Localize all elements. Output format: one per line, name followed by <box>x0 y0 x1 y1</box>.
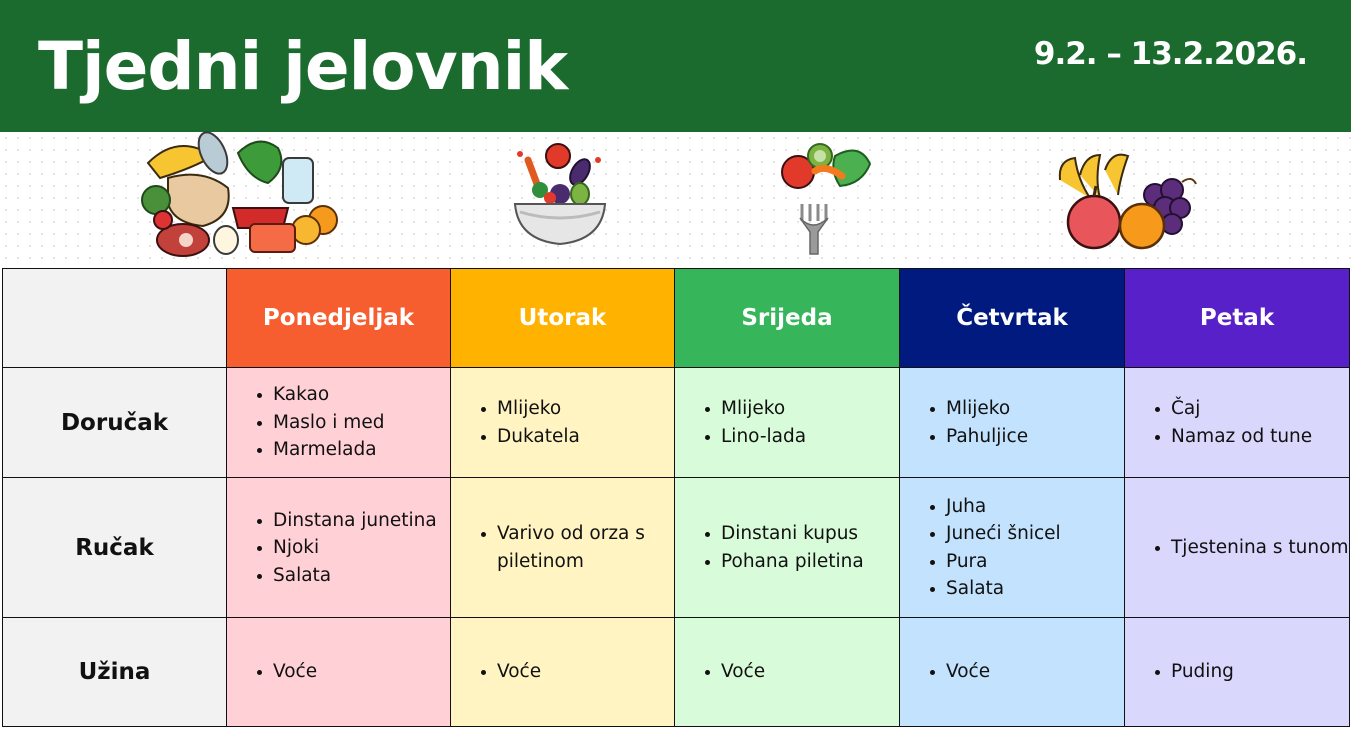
menu-cell <box>227 618 451 727</box>
menu-item: • Pohana piletina <box>721 548 899 576</box>
menu-cell <box>451 618 675 727</box>
menu-item: • Voće <box>273 658 450 686</box>
menu-cell <box>675 618 900 727</box>
day-header-utorak: Utorak <box>451 269 675 368</box>
menu-cell <box>1125 478 1350 618</box>
salad-bowl-icon <box>510 132 610 250</box>
menu-item: • Maslo i med <box>273 409 450 437</box>
menu-item: • Dinstani kupus <box>721 520 899 548</box>
menu-item: • Namaz od tune <box>1171 423 1349 451</box>
menu-cell <box>675 367 900 478</box>
menu-cell <box>900 478 1125 618</box>
meal-row-dorucak <box>3 367 1350 478</box>
menu-item: • Kakao <box>273 381 450 409</box>
menu-cell <box>1125 367 1350 478</box>
groceries-icon <box>138 128 338 258</box>
weekly-menu-table <box>2 268 1350 727</box>
meal-label: Užina <box>3 618 227 727</box>
menu-item: • Mlijeko <box>497 395 674 423</box>
date-range: 9.2. – 13.2.2026. <box>1033 36 1307 72</box>
menu-item: • Pahuljice <box>946 423 1124 451</box>
meal-label: Doručak <box>3 367 227 478</box>
menu-cell <box>900 618 1125 727</box>
fruit-basket-icon <box>1050 150 1200 256</box>
menu-item: • Juha <box>946 493 1124 521</box>
day-header-petak: Petak <box>1125 269 1350 368</box>
menu-item: • Mlijeko <box>946 395 1124 423</box>
menu-cell <box>1125 618 1350 727</box>
menu-cell <box>900 367 1125 478</box>
menu-item: • Varivo od orza s piletinom <box>497 520 674 575</box>
day-header-row <box>3 269 1350 368</box>
menu-cell <box>227 367 451 478</box>
vegetable-fork-icon <box>780 136 875 256</box>
menu-cell <box>451 478 675 618</box>
menu-item: • Tjestenina s tunom <box>1171 534 1349 562</box>
menu-item: • Čaj <box>1171 395 1349 423</box>
page-header <box>0 0 1351 132</box>
menu-item: • Marmelada <box>273 436 450 464</box>
menu-item: • Voće <box>721 658 899 686</box>
corner-cell <box>3 269 227 368</box>
menu-item: • Voće <box>497 658 674 686</box>
page-title: Tjedni jelovnik <box>38 28 568 105</box>
menu-item: • Salata <box>273 562 450 590</box>
menu-item: • Njoki <box>273 534 450 562</box>
menu-item: • Voće <box>946 658 1124 686</box>
menu-cell <box>451 367 675 478</box>
illustration-strip <box>0 132 1351 268</box>
menu-item: • Lino-lada <box>721 423 899 451</box>
menu-cell <box>675 478 900 618</box>
meal-row-rucak <box>3 478 1350 618</box>
menu-item: • Salata <box>946 575 1124 603</box>
menu-cell <box>227 478 451 618</box>
menu-item: • Juneći šnicel <box>946 520 1124 548</box>
menu-item: • Mlijeko <box>721 395 899 423</box>
day-header-cetvrtak: Četvrtak <box>900 269 1125 368</box>
menu-item: • Dinstana junetina <box>273 507 450 535</box>
menu-item: • Pura <box>946 548 1124 576</box>
menu-item: • Puding <box>1171 658 1349 686</box>
day-header-ponedjeljak: Ponedjeljak <box>227 269 451 368</box>
meal-row-uzina <box>3 618 1350 727</box>
meal-label: Ručak <box>3 478 227 618</box>
menu-item: • Dukatela <box>497 423 674 451</box>
day-header-srijeda: Srijeda <box>675 269 900 368</box>
